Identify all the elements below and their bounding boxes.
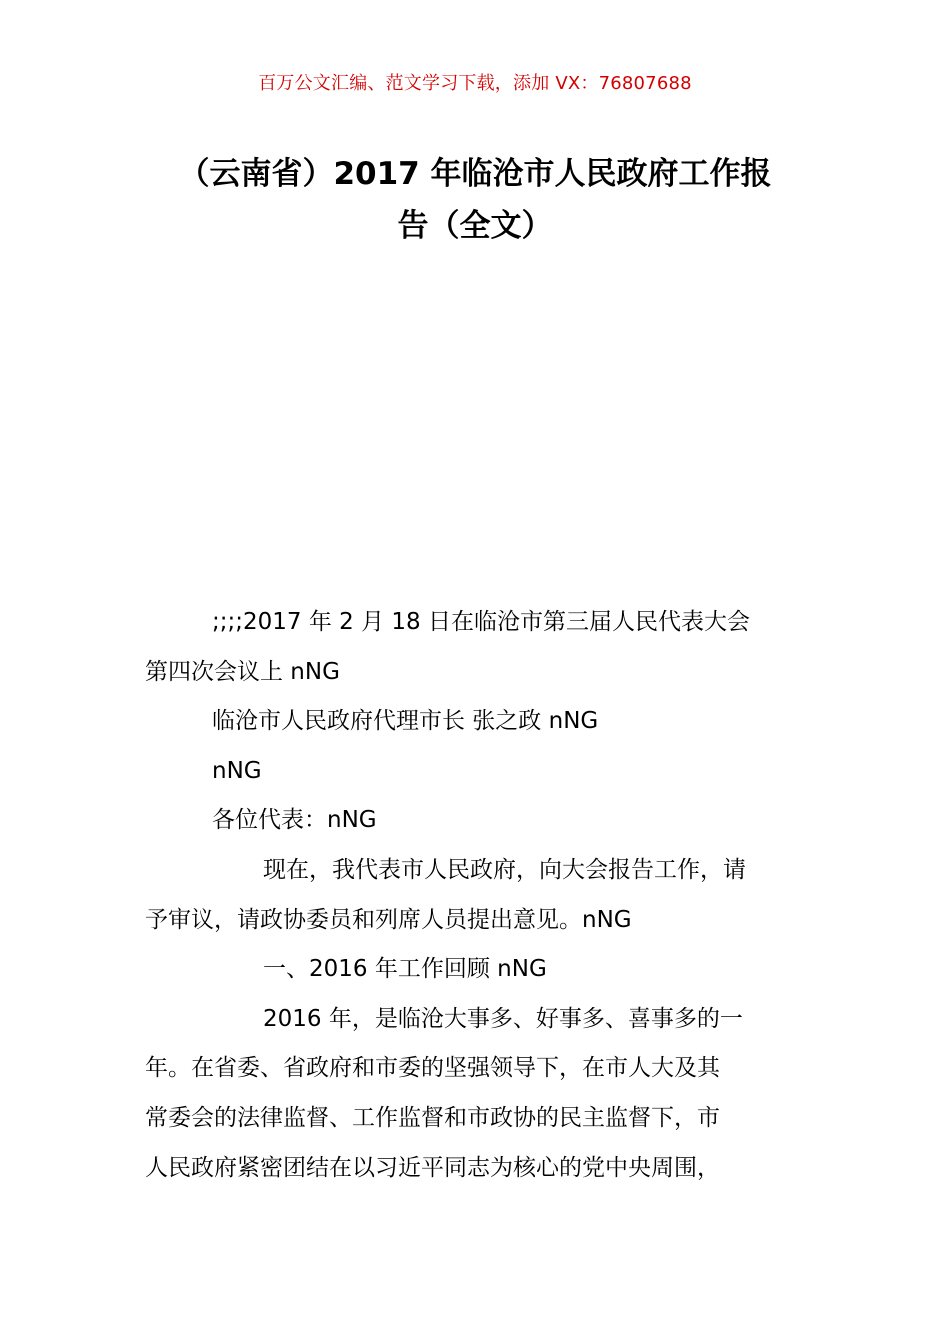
body-line: 一、2016 年工作回顾 nNG xyxy=(263,956,547,983)
body-line: 临沧市人民政府代理市长 张之政 nNG xyxy=(212,708,599,735)
title-line-2: 告（全文） xyxy=(397,208,553,244)
title-line-1: （云南省）2017 年临沧市人民政府工作报 xyxy=(178,156,772,192)
body-line: 年。在省委、省政府和市委的坚强领导下，在市人大及其 xyxy=(145,1055,720,1082)
body-line: 常委会的法律监督、工作监督和市政协的民主监督下，市 xyxy=(145,1104,720,1131)
body-line: 2016 年，是临沧大事多、好事多、喜事多的一 xyxy=(263,1005,743,1032)
body-line: 予审议，请政协委员和列席人员提出意见。nNG xyxy=(145,906,632,933)
body-line: 人民政府紧密团结在以习近平同志为核心的党中央周围， xyxy=(145,1154,720,1181)
document-title xyxy=(140,148,810,252)
body-line: 第四次会议上 nNG xyxy=(145,658,340,685)
body-line: 各位代表：nNG xyxy=(212,807,377,834)
body-line: 现在，我代表市人民政府，向大会报告工作，请 xyxy=(263,856,746,883)
body-line: nNG xyxy=(212,757,262,784)
body-line: ;;;;2017 年 2 月 18 日在临沧市第三届人民代表大会 xyxy=(212,609,750,635)
header-watermark-note: 百万公文汇编、范文学习下载，添加 VX：76807688 xyxy=(258,73,692,94)
document-body xyxy=(145,598,810,1193)
